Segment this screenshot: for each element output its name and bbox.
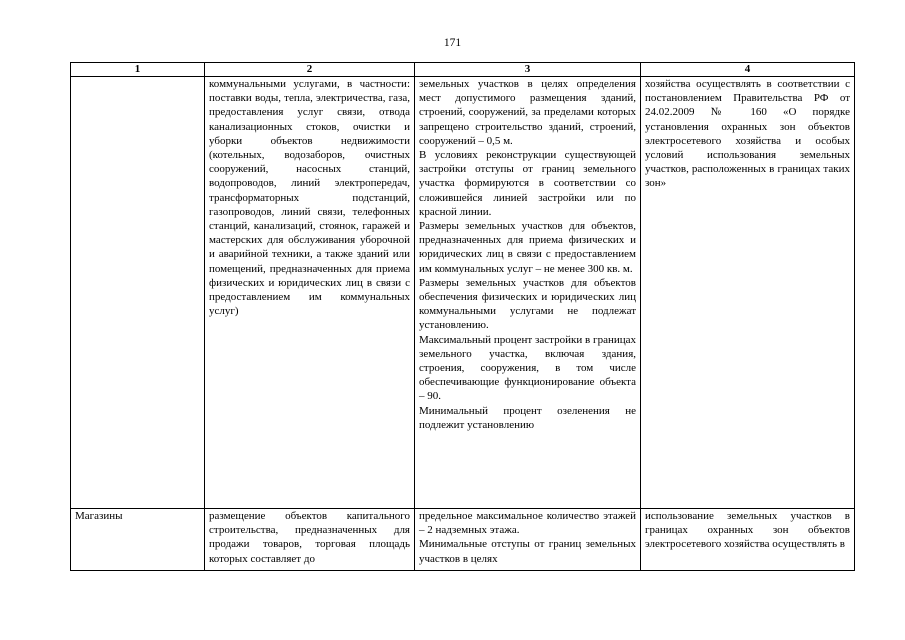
row1-col4-cell: хозяйства осуществлять в соответствии с постановлением Правительства РФ от 24.02.2009 № 160 «О порядке установления охранных зон объектов электросетевого хозяйства и особых условий использования земельных участков, расположенных в границах таких зон»	[641, 77, 855, 509]
column-header-2: 2	[205, 63, 415, 77]
row2-col3-paragraph: предельное максимальное количество этажей – 2 надземных этажа.	[419, 510, 636, 537]
table-row	[71, 77, 855, 509]
row1-col2-cell: коммунальными услугами, в частности: поставки воды, тепла, электричества, газа, предоставления услуг связи, отвода канализационных стоков, очистки и уборки объектов недвижимости (котельных, водозаборов, очистных сооружений, насосных станций, водопроводов, линий электропередач, трансформаторных подстанций, газопроводов, линий связи, телефонных станций, канализаций, стоянок, гаражей и мастерских для обслуживания уборочной и аварийной техники, а также зданий или помещений, предназначенных для приема физических и юридических лиц в связи с предоставлением им коммунальных услуг)	[205, 77, 415, 509]
row2-col3-cell	[415, 509, 641, 571]
row1-col3-cell	[415, 77, 641, 509]
column-header-1: 1	[71, 63, 205, 77]
row1-col3-paragraph: Минимальный процент озеленения не подлежит установлению	[419, 404, 636, 431]
table-row	[71, 509, 855, 571]
row1-col3-paragraph: Размеры земельных участков для объектов, предназначенных для приема физических и юридических лиц в связи с предоставлением им коммунальных услуг – не менее 300 кв. м.	[419, 220, 636, 275]
column-header-3: 3	[415, 63, 641, 77]
row1-col3-paragraph: Размеры земельных участков для объектов обеспечения физических и юридических лиц коммунальными услугами не подлежат установлению.	[419, 276, 636, 332]
table-header-row	[71, 63, 855, 77]
row1-col1-cell	[71, 77, 205, 509]
regulations-table	[70, 62, 855, 571]
page-number: 171	[443, 37, 462, 49]
row1-col3-paragraph: Максимальный процент застройки в границах земельного участка, включая здания, строения, сооружения, в том числе обеспечивающие функционирование объекта – 90.	[419, 333, 636, 403]
row2-col3-paragraph: Минимальные отступы от границ земельных участков в целях	[419, 538, 636, 565]
row2-col1-cell: Магазины	[71, 509, 205, 571]
column-header-4: 4	[641, 63, 855, 77]
row1-col3-paragraph: В условиях реконструкции существующей застройки отступы от границ земельного участка формируются в соответствии со сложившейся линией застройки или по красной линии.	[419, 149, 636, 218]
row1-col3-paragraph: земельных участков в целях определения мест допустимого размещения зданий, строений, сооружений, за пределами которых запрещено строительство зданий, строений, сооружений – 0,5 м.	[419, 78, 636, 147]
row2-col4-cell: использование земельных участков в границах охранных зон объектов электросетевого хозяйства осуществлять в	[641, 509, 855, 571]
row2-col2-cell: размещение объектов капитального строительства, предназначенных для продажи товаров, торговая площадь которых составляет до	[205, 509, 415, 571]
